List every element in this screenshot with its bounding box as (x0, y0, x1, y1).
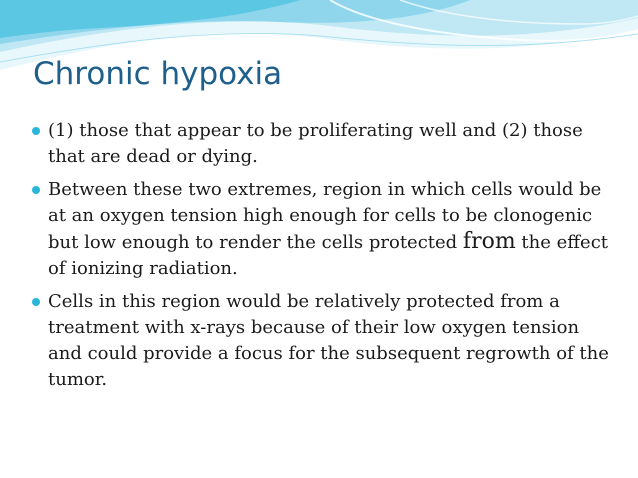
bullet-text: Cells in this region would be relatively protected from a treatment with x-rays because of their low oxygen tension and could provide a focus for the subsequent regrowth of the tumor. (48, 291, 609, 390)
bullet-dot-icon (32, 186, 40, 194)
bullet-item (48, 289, 614, 393)
bullet-text: the effect of ionizing radiation. (48, 232, 609, 279)
bullet-dot-icon (32, 127, 40, 135)
bullet-list (48, 118, 614, 400)
bullet-dot-icon (32, 298, 40, 306)
bullet-emphasis-text: from (462, 229, 516, 254)
bullet-text: (1) those that appear to be proliferating well and (2) those that are dead or dying. (48, 120, 583, 167)
bullet-item (48, 118, 614, 170)
bullet-item (48, 177, 614, 282)
slide-title: Chronic hypoxia (33, 56, 283, 92)
bullet-text: Between these two extremes, region in which cells would be at an oxygen tension high enough for cells to be clonogenic but low enough to render the cells protected (48, 179, 602, 253)
